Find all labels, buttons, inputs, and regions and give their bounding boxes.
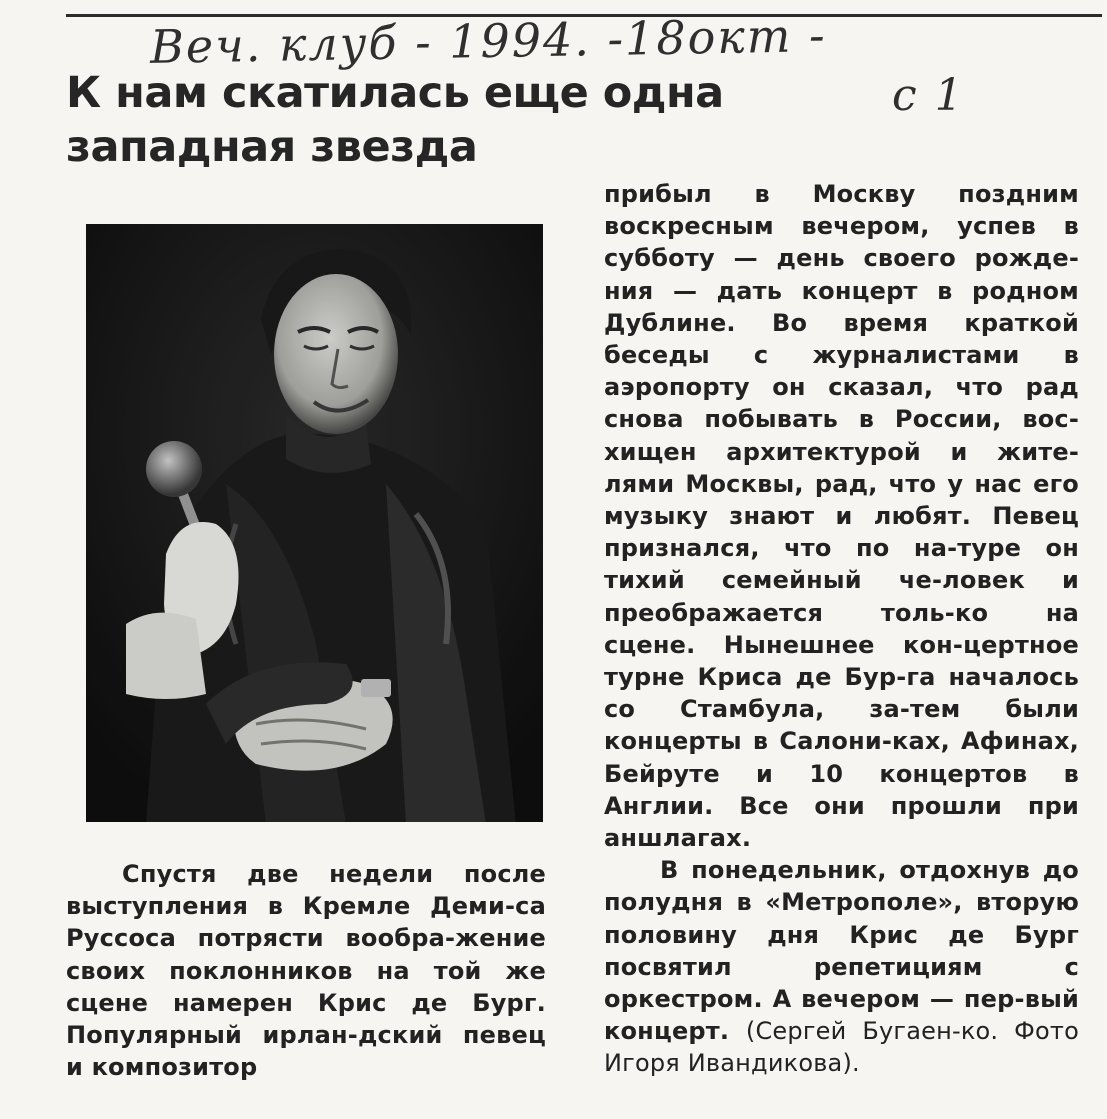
article-paragraph-text: В понедельник, отдохнув до полудня в «Метрополе», вторую половину дня Крис де Бург посвятил репетициям с оркестром. А вечером — пер-вый концерт. bbox=[604, 856, 1079, 1046]
article-left-column bbox=[66, 858, 546, 1083]
article-paragraph: прибыл в Москву поздним воскресным вечером, успев в субботу — день своего рожде-ния — дать концерт в родном Дублине. Во время краткой беседы с журналистами в аэропорту он сказал, что рад снова побывать в России, вос-хищен архитектурой и жите-лями Москвы, рад, что у нас его музыку знают и любят. Певец признался, что по на-туре он тихий семейный че-ловек и преображается толь-ко на сцене. Нынешнее кон-цертное турне Криса де Бур-га началось со Стамбула, за-тем были концерты в Салони-ках, Афинах, Бейруте и 10 концертов в Англии. Все они прошли при аншлагах. bbox=[604, 180, 1079, 853]
headline: К нам скатилась еще одна западная звезда bbox=[66, 68, 724, 172]
article-lead-paragraph: Спустя две недели после выступления в Кремле Деми-са Руссоса потрясти вообра-жение своих поклонников на той же сцене намерен Крис де Бург. Популярный ирлан-дский певец и композитор bbox=[66, 860, 546, 1082]
article-right-column bbox=[604, 178, 1079, 1080]
article-paragraph-final bbox=[604, 854, 1079, 1079]
handwritten-note-date: Веч. клуб - 1994. -18окт - bbox=[149, 8, 827, 74]
author-photo-credit: (Сергей Бугаен-ко. Фото Игоря Ивандикова). bbox=[604, 1017, 1079, 1078]
handwritten-note-page: с 1 bbox=[892, 70, 965, 121]
singer-photo bbox=[86, 224, 543, 822]
